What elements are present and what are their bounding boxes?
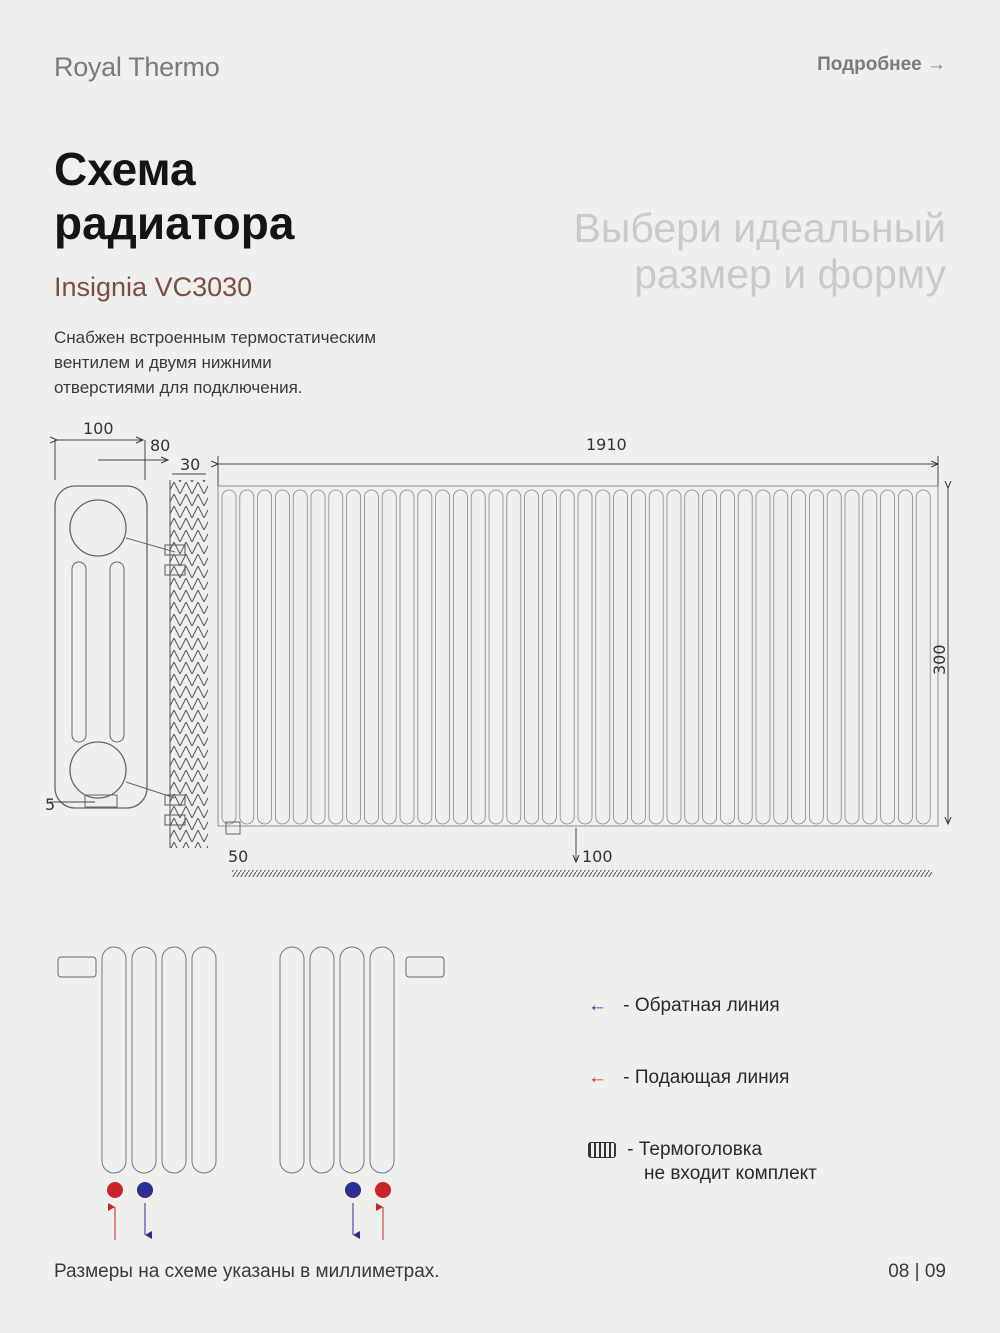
footer-note: Размеры на схеме указаны в миллиметрах. xyxy=(54,1261,440,1282)
dim-100-label: 100 xyxy=(83,419,114,438)
radiator-sections xyxy=(222,490,930,824)
scheme-column xyxy=(280,947,304,1173)
title-line-2: радиатора xyxy=(54,197,295,249)
legend-supply xyxy=(588,1067,789,1089)
dim-length-label: 1910 xyxy=(586,435,627,454)
radiator-column xyxy=(560,490,574,824)
radiator-drawing xyxy=(0,410,1000,890)
scheme-column xyxy=(162,947,186,1173)
radiator-column xyxy=(703,490,717,824)
scheme-column xyxy=(340,947,364,1173)
scheme-left xyxy=(58,945,230,1240)
scheme-column xyxy=(132,947,156,1173)
blue-arrow-icon: ← xyxy=(588,995,607,1016)
dim-clearance-label: 100 xyxy=(582,847,613,866)
radiator-column xyxy=(881,490,895,824)
dim-height-label: 300 xyxy=(930,644,949,675)
radiator-column xyxy=(649,490,663,824)
radiator-column xyxy=(774,490,788,824)
radiator-column xyxy=(898,490,912,824)
legend-return-label: - Обратная линия xyxy=(623,995,780,1016)
radiator-column xyxy=(667,490,681,824)
radiator-column xyxy=(845,490,859,824)
radiator-column xyxy=(685,490,699,824)
radiator-column xyxy=(364,490,378,824)
radiator-column xyxy=(738,490,752,824)
description-line-2: вентилем и двумя нижними xyxy=(54,353,272,372)
front-view xyxy=(218,435,949,877)
legend-thermo-sub: не входит комплект xyxy=(644,1163,817,1184)
page-title xyxy=(54,142,294,250)
radiator-column xyxy=(863,490,877,824)
scheme-column xyxy=(102,947,126,1173)
page-counter: 08 | 09 xyxy=(888,1261,946,1282)
radiator-column xyxy=(525,490,539,824)
radiator-column xyxy=(222,490,236,824)
radiator-column xyxy=(329,490,343,824)
radiator-column xyxy=(720,490,734,824)
radiator-column xyxy=(596,490,610,824)
radiator-column xyxy=(578,490,592,824)
thermo-head-icon xyxy=(588,1142,616,1158)
tagline xyxy=(574,205,946,297)
connection-schemes xyxy=(40,935,470,1255)
title-line-1: Схема xyxy=(54,143,196,195)
radiator-column xyxy=(436,490,450,824)
radiator-column xyxy=(827,490,841,824)
description-line-1: Снабжен встроенным термостатическим xyxy=(54,328,377,347)
red-arrow-icon: ← xyxy=(588,1067,607,1088)
radiator-column xyxy=(471,490,485,824)
radiator-column xyxy=(916,490,930,824)
scheme-right xyxy=(280,947,444,1240)
radiator-column xyxy=(614,490,628,824)
radiator-column xyxy=(400,490,414,824)
legend-return xyxy=(588,995,780,1017)
description-line-3: отверстиями для подключения. xyxy=(54,378,303,397)
dim-50-label: 50 xyxy=(228,847,249,866)
scheme-column xyxy=(192,947,216,1173)
description xyxy=(54,325,474,400)
dim-80-label: 80 xyxy=(150,436,171,455)
radiator-column xyxy=(293,490,307,824)
radiator-column xyxy=(489,490,503,824)
radiator-column xyxy=(756,490,770,824)
side-view xyxy=(45,419,208,848)
tagline-line-1: Выбери идеальный xyxy=(573,205,946,251)
model-name: Insignia VC3030 xyxy=(54,272,253,302)
radiator-column xyxy=(809,490,823,824)
more-link[interactable]: Подробнее → xyxy=(817,54,946,75)
radiator-column xyxy=(542,490,556,824)
radiator-column xyxy=(453,490,467,824)
radiator-column xyxy=(275,490,289,824)
radiator-column xyxy=(507,490,521,824)
radiator-column xyxy=(347,490,361,824)
brand-logo: Royal Thermo xyxy=(54,52,220,82)
radiator-column xyxy=(631,490,645,824)
radiator-column xyxy=(311,490,325,824)
radiator-column xyxy=(258,490,272,824)
scheme-column xyxy=(370,947,394,1173)
radiator-column xyxy=(382,490,396,824)
legend-thermo xyxy=(588,1138,817,1186)
dim-5-label: 5 xyxy=(45,795,56,814)
radiator-column xyxy=(418,490,432,824)
legend-supply-label: - Подающая линия xyxy=(623,1067,790,1088)
radiator-column xyxy=(792,490,806,824)
tagline-line-2: размер и форму xyxy=(634,251,946,297)
scheme-column xyxy=(310,947,334,1173)
legend-thermo-label: - Термоголовка xyxy=(627,1139,763,1160)
radiator-column xyxy=(240,490,254,824)
dim-30-label: 30 xyxy=(180,455,201,474)
